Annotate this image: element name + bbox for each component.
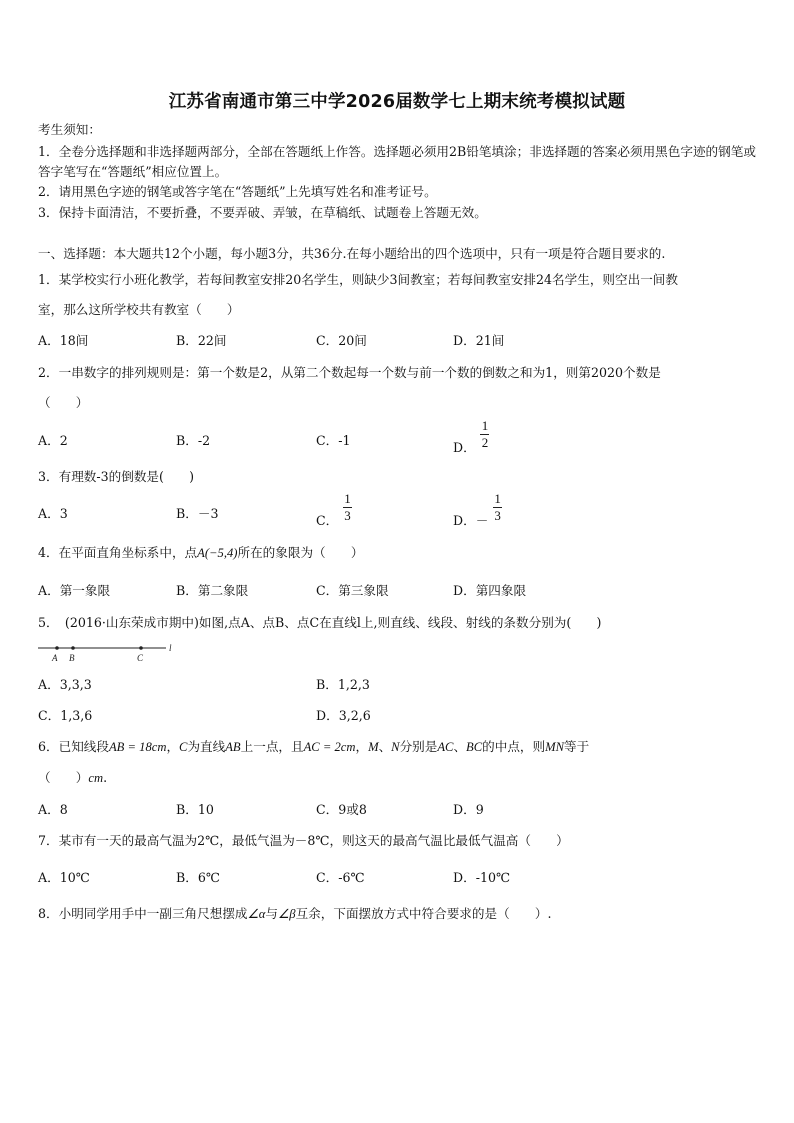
page-title: 江苏省南通市第三中学2026届数学七上期末统考模拟试题 (168, 92, 626, 112)
q7-option-d[interactable]: D．-10℃ (453, 870, 511, 885)
q6-math: N (391, 740, 400, 754)
q8-text: 8．小明同学用手中一副三角尺想摆成 (38, 906, 248, 921)
q6-text: 、 (453, 739, 467, 754)
q2-option-c[interactable]: C．-1 (316, 433, 351, 448)
q2-option-b[interactable]: B．-2 (176, 433, 211, 448)
q4-option-b[interactable]: B．第二象限 (176, 583, 249, 598)
q3-option-b[interactable]: B．－3 (176, 506, 219, 521)
q3-option-a[interactable]: A．3 (38, 506, 68, 521)
q4-option-a[interactable]: A．第一象限 (38, 583, 111, 598)
q6-text: 上一点，且 (240, 739, 304, 754)
q4-stem-post: 所在的象限为（ ） (237, 545, 364, 560)
q6-text: 为直线 (187, 739, 226, 754)
q6-math: MN (545, 740, 564, 754)
q8-stem (38, 906, 551, 922)
fraction-denominator: 3 (344, 508, 351, 523)
q7-option-c[interactable]: C．-6℃ (316, 870, 365, 885)
q5-option-b[interactable]: B．1,2,3 (316, 677, 370, 692)
point-c (139, 646, 143, 650)
q1-option-d[interactable]: D．21间 (453, 333, 505, 348)
q1-option-b[interactable]: B．22间 (176, 333, 227, 348)
notice-item-1: 1．全卷分选择题和非选择题两部分，全部在答题纸上作答。选择题必须用2B铅笔填涂；非选择题的答案必须用黑色字迹的钢笔或答字笔写在“答题纸”相应位置上。 (38, 144, 756, 179)
label-a: A (52, 653, 58, 663)
section-heading: 一、选择题：本大题共12个小题，每小题3分，共36分.在每小题给出的四个选项中，只有一项是符合题目要求的. (38, 246, 666, 261)
q4-option-c[interactable]: C．第三象限 (316, 583, 389, 598)
q6-text: 等于 (563, 739, 590, 754)
q6-math: BC (466, 740, 483, 754)
q3-option-d-fraction (492, 492, 503, 523)
q6-text: ， (355, 739, 369, 754)
q3-option-d[interactable] (453, 491, 503, 528)
q4-stem-pre: 4．在平面直角坐标系中，点 (38, 545, 198, 560)
q7-option-a[interactable]: A．10℃ (38, 870, 90, 885)
q3-option-c-fraction (342, 492, 353, 523)
q8-text: 互余，下面摆放方式中符合要求的是（ ）. (295, 906, 552, 921)
label-b: B (69, 653, 75, 663)
notice-heading: 考生须知： (38, 122, 101, 137)
q6-text: 的中点，则 (482, 739, 546, 754)
q1-option-a[interactable]: A．18间 (38, 333, 89, 348)
q6-text: . (103, 770, 108, 785)
q7-option-b[interactable]: B．6℃ (176, 870, 220, 885)
q6-math: M (368, 740, 379, 754)
q3-option-c-label: C． (316, 513, 339, 528)
fraction-numerator: 1 (344, 491, 351, 506)
q2-option-a[interactable]: A．2 (38, 433, 68, 448)
q5-option-a[interactable]: A．3,3,3 (38, 677, 92, 692)
fraction-denominator: 3 (494, 508, 501, 523)
q6-math: AB = 18cm (108, 740, 167, 754)
q1-option-c[interactable]: C．20间 (316, 333, 367, 348)
q5-stem: 5． (2016·山东荣成市期中)如图,点A、点B、点C在直线l上,则直线、线段、射线的条数分别为( ) (38, 615, 602, 630)
notice-item-3: 3．保持卡面清洁，不要折叠，不要弄破、弄皱，在草稿纸、试题卷上答题无效。 (38, 205, 487, 220)
q5-option-d[interactable]: D．3,2,6 (316, 708, 371, 723)
q6-option-d[interactable]: D．9 (453, 802, 484, 817)
label-c: C (137, 653, 144, 663)
q8-math: ∠β (278, 907, 296, 921)
point-b (71, 646, 75, 650)
q2-option-d-label: D． (453, 440, 476, 455)
q2-stem-line1: 2．一串数字的排列规则是：第一个数是2，从第二个数起每一个数与前一个数的倒数之和为1，则第2020个数是 (38, 365, 661, 380)
q7-stem: 7．某市有一天的最高气温为2℃，最低气温为－8℃，则这天的最高气温比最低气温高（ ） (38, 833, 569, 848)
q6-math: AC = 2cm (303, 740, 356, 754)
q3-option-d-label: D．－ (453, 513, 489, 528)
q5-line-figure (38, 640, 178, 664)
q2-option-d-fraction (480, 419, 491, 450)
q3-option-c[interactable] (316, 491, 353, 528)
q6-text: 分别是 (399, 739, 438, 754)
q6-stem-line1 (38, 739, 589, 755)
q6-text: 6．已知线段 (38, 739, 109, 754)
point-a (55, 646, 59, 650)
q4-point-text: A(−5,4) (197, 546, 238, 560)
fraction-numerator: 1 (494, 491, 501, 506)
q8-math: ∠α (247, 907, 266, 921)
q6-unit: cm (88, 771, 104, 785)
label-l: l (169, 643, 172, 653)
q6-text: 、 (378, 739, 392, 754)
q1-stem-line1: 1．某学校实行小班化教学，若每间教室安排20名学生，则缺少3间教室；若每间教室安排24名学生，则空出一间教 (38, 272, 678, 287)
q5-option-c[interactable]: C．1,3,6 (38, 708, 93, 723)
q6-math: AC (437, 740, 454, 754)
q6-stem-line2 (38, 770, 107, 786)
q6-option-b[interactable]: B．10 (176, 802, 214, 817)
q8-text: 与 (265, 906, 279, 921)
q6-math: C (179, 740, 188, 754)
q6-text: ， (166, 739, 180, 754)
fraction-denominator: 2 (481, 435, 489, 450)
q2-stem-line2: （ ） (38, 395, 89, 410)
fraction-numerator: 1 (481, 418, 489, 433)
q6-text: （ ） (38, 770, 89, 785)
q4-stem (38, 545, 363, 561)
q2-option-d[interactable] (453, 418, 490, 455)
q3-stem: 3．有理数-3的倒数是( ) (38, 469, 195, 484)
q6-math: AB (225, 740, 241, 754)
q6-option-c[interactable]: C．9或8 (316, 802, 367, 817)
q4-point (197, 546, 237, 560)
q6-option-a[interactable]: A．8 (38, 802, 68, 817)
notice-item-2: 2．请用黑色字迹的钢笔或答字笔在“答题纸”上先填写姓名和准考证号。 (38, 184, 437, 199)
q1-stem-line2: 室，那么这所学校共有教室（ ） (38, 302, 240, 317)
q4-option-d[interactable]: D．第四象限 (453, 583, 527, 598)
